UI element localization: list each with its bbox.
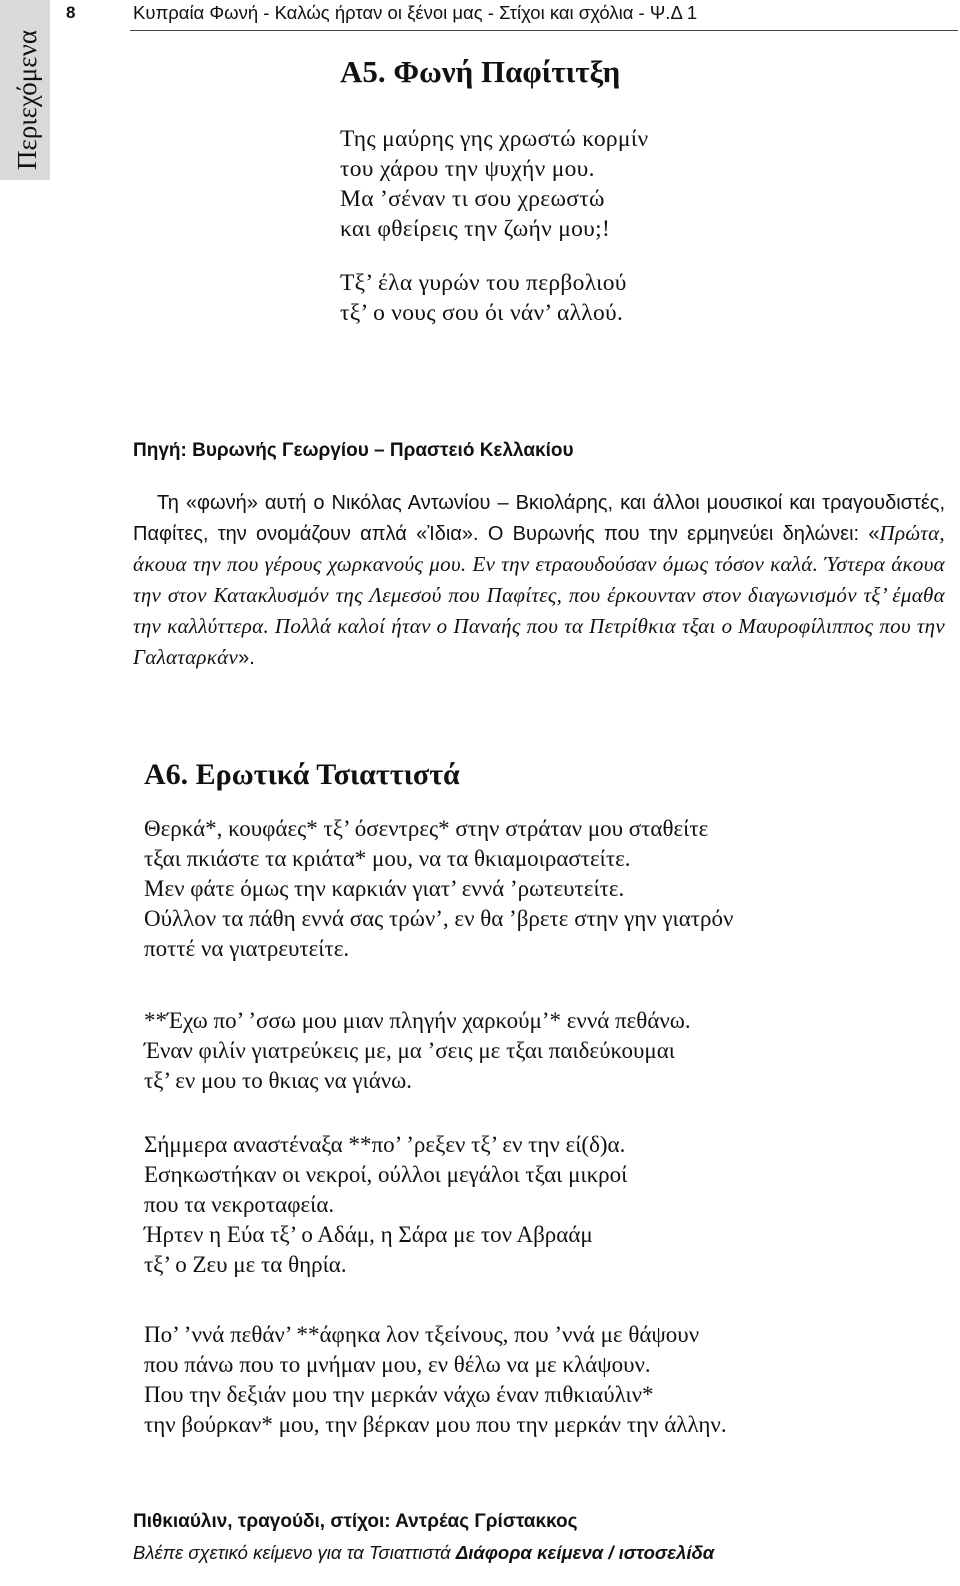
verse-line: Έναν φιλίν γιατρεύκεις με, μα ’σεις με τξαι παιδεύκουμαι <box>144 1038 675 1063</box>
verse-line: Της μαύρης γης χρωστώ κορμίν <box>340 126 649 152</box>
running-header: Κυπραία Φωνή - Καλώς ήρταν οι ξένοι μας - Στίχοι και σχόλια - Ψ.Δ 1 <box>133 2 698 23</box>
source-line: Πηγή: Βυρωνής Γεωργίου – Πραστειό Κελλακίου <box>133 440 574 461</box>
reference-link[interactable]: Διάφορα κείμενα / ιστοσελίδα <box>455 1542 715 1563</box>
commentary-quote: Πρώτα, άκουα την που γέρους χωρκανούς μου. Εν την ετραουδούσαν όμως τόσον καλά. Ύστερα άκουα την στον Κατακλυσμόν της Λεμεσού που Παφίτες, που έρκουνταν στον διαγωνισμόν τξ’ έμαθα την καλλύττερα. Πολλά καλοί ήταν ο Παναής που τα Πετρίθκια τξαι ο Μαυροφίλιππος που την Γαλαταρκάν <box>133 521 945 669</box>
a6-stanza-4 <box>144 1320 727 1440</box>
header-divider <box>130 30 958 31</box>
commentary-paragraph <box>133 488 945 673</box>
verse-line: Ούλλον τα πάθη εννά σας τρών’, εν θα ’βρετε στην γην γιατρόν <box>144 906 734 931</box>
reference-note <box>133 1542 714 1564</box>
contents-tab-label[interactable]: Περιεχόμενα <box>12 30 42 170</box>
a6-stanza-3 <box>144 1130 627 1280</box>
verse-line: Θερκά*, κουφάες* τξ’ όσεντρες* στην στράταν μου σταθείτε <box>144 816 709 841</box>
commentary-text: Τη «φωνή» αυτή ο Νικόλας Αντωνίου – Βκιολάρης, και άλλοι μουσικοί και τραγουδιστές, Παφίτες, την ονομάζουν απλά «Ἰδια». Ο Βυρωνής που την ερμηνεύει δηλώνει: « <box>133 492 945 545</box>
section-a6-title: Α6. Ερωτικά Τσιαττιστά <box>144 758 460 791</box>
verse-line: Που την δεξιάν μου την μερκάν νάχω έναν πιθκιαύλιν* <box>144 1382 654 1407</box>
verse-line: ποττέ να γιατρευτείτε. <box>144 936 350 961</box>
verse-line: Σήμμερα αναστέναξα **πο’ ’ρεξεν τξ’ εν την εί(δ)α. <box>144 1132 626 1157</box>
verse-line: Τξ’ έλα γυρών του περβολιού <box>340 270 627 296</box>
verse-line: που πάνω που το μνήμαν μου, εν θέλω να με κλάψουν. <box>144 1352 651 1377</box>
verse-line: Ήρτεν η Εύα τξ’ ο Αδάμ, η Σάρα με τον Αβραάμ <box>144 1222 593 1247</box>
a5-stanza-2 <box>340 268 627 328</box>
verse-line: τξαι πκιάστε τα κριάτα* μου, να τα θκιαμοιραστείτε. <box>144 846 631 871</box>
reference-text: Βλέπε σχετικό κείμενο για τα Τσιαττιστά <box>133 1542 456 1563</box>
section-a5-title: Α5. Φωνή Παφίτιτξη <box>340 54 621 89</box>
contents-side-tab[interactable] <box>0 0 50 180</box>
verse-line: τξ’ εν μου το θκιας να γιάνω. <box>144 1068 413 1093</box>
verse-line: Πο’ ’ννά πεθάν’ **άφηκα λον τξείνους, που ’ννά με θάψουν <box>144 1322 700 1347</box>
song-credit: Πιθκιαύλιν, τραγούδι, στίχοι: Αντρέας Γρίστακκος <box>133 1511 578 1532</box>
verse-line: του χάρου την ψυχήν μου. <box>340 156 595 182</box>
a6-stanza-1 <box>144 814 733 964</box>
verse-line: και φθείρεις την ζωήν μου;! <box>340 216 611 242</box>
a5-stanza-1 <box>340 124 648 244</box>
verse-line: που τα νεκροταφεία. <box>144 1192 335 1217</box>
commentary-end: ». <box>238 647 255 669</box>
verse-line: τξ’ ο νους σου όι νάν’ αλλού. <box>340 300 624 326</box>
a6-stanza-2 <box>144 1006 691 1096</box>
verse-line: Μα ’σέναν τι σου χρεωστώ <box>340 186 605 212</box>
verse-line: τξ’ ο Ζευ με τα θηρία. <box>144 1252 347 1277</box>
verse-line: την βούρκαν* μου, την βέρκαν μου που την μερκάν την άλλην. <box>144 1412 727 1437</box>
verse-line: Μεν φάτε όμως την καρκιάν γιατ’ εννά ’ρωτευτείτε. <box>144 876 625 901</box>
verse-line: Εσηκωστήκαν οι νεκροί, ούλλοι μεγάλοι τξαι μικροί <box>144 1162 628 1187</box>
verse-line: **Έχω πο’ ’σσω μου μιαν πληγήν χαρκούμ’* εννά πεθάνω. <box>144 1008 691 1033</box>
page-number: 8 <box>66 3 76 22</box>
